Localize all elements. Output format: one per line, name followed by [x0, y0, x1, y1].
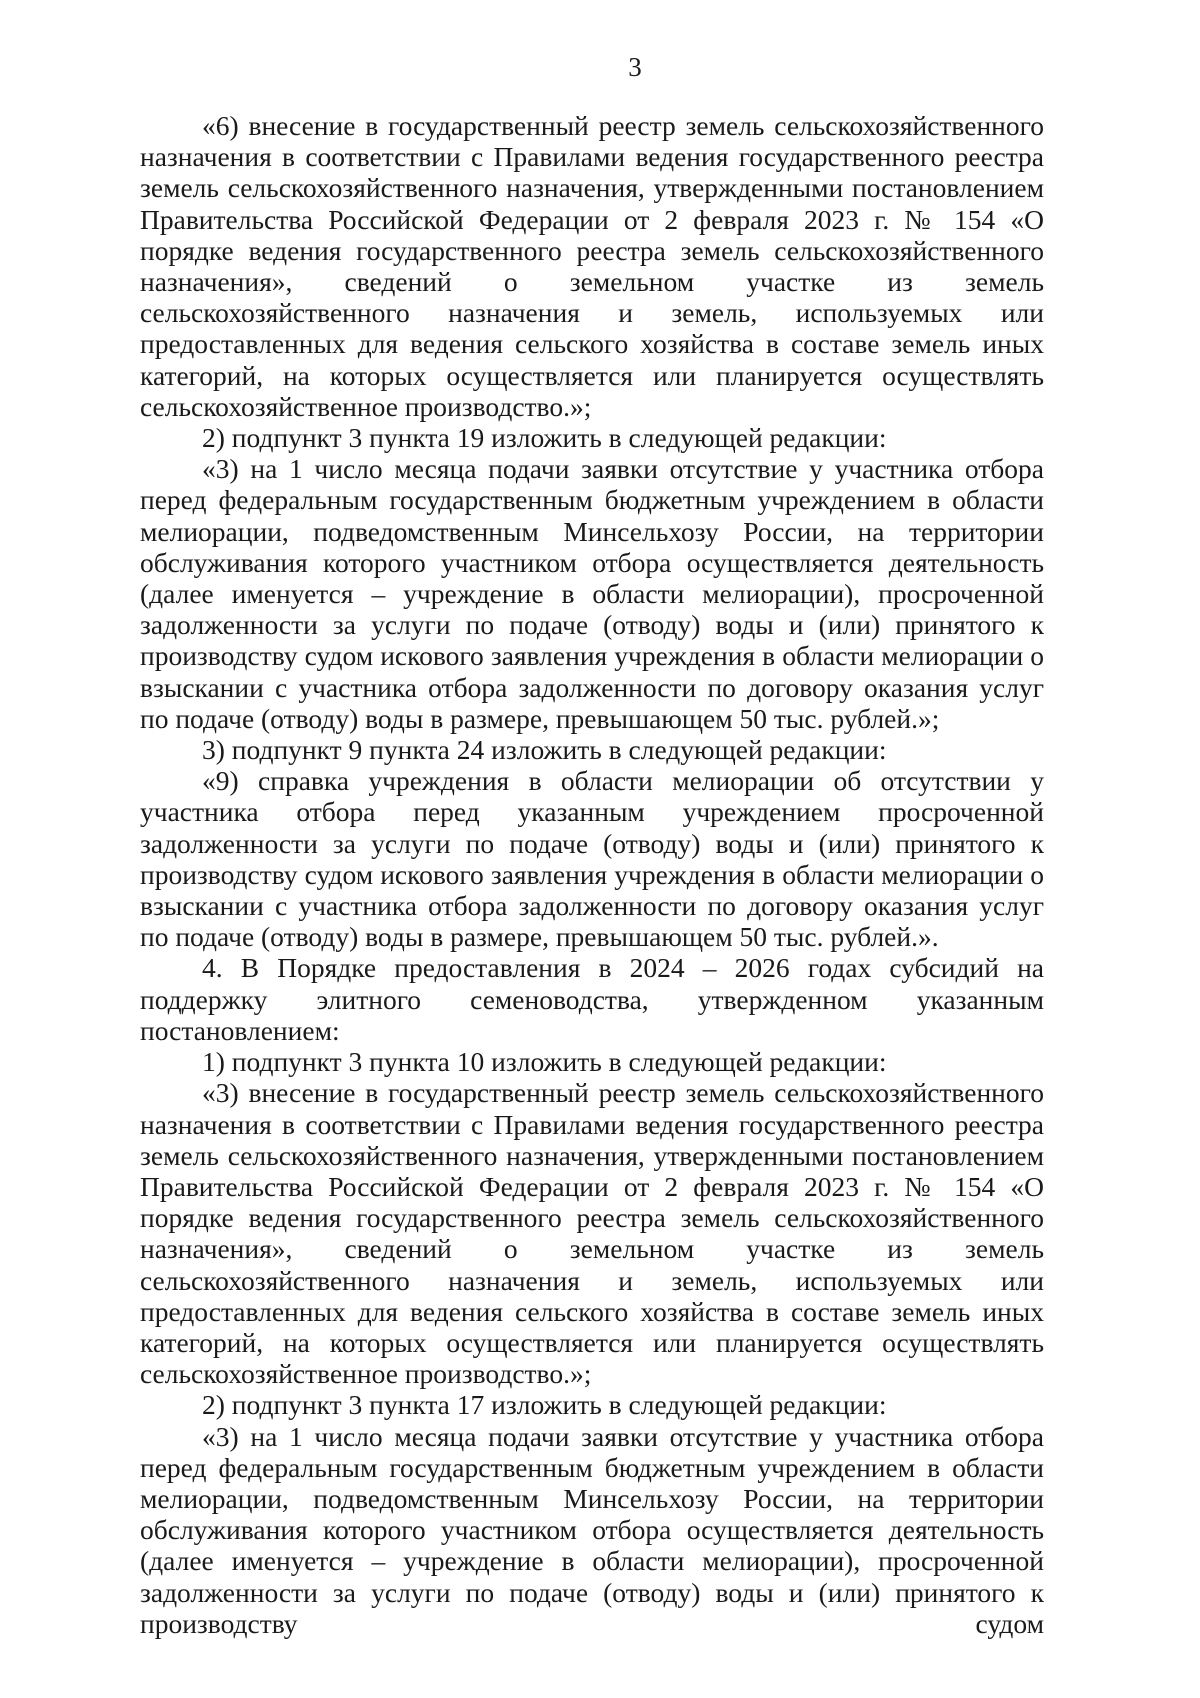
paragraph-item-9-certificate: «9) справка учреждения в области мелиорации об отсутствии у участника отбора перед указанным учреждением просроченной задолженности за услуги по подаче (отводу) воды и (или) принятого к производству судом искового заявления учреждения в области мелиорации о взыскании с участника отбора задолженности по договору оказания услуг по подаче (отводу) воды в размере, превышающем 50 тыс. рублей.».: [140, 765, 1044, 953]
document-body: [140, 110, 1044, 1639]
paragraph-amend-10-3: 1) подпункт 3 пункта 10 изложить в следующей редакции:: [202, 1046, 887, 1078]
paragraph-item-3-no-debt: «3) на 1 число месяца подачи заявки отсутствие у участника отбора перед федеральным государственным бюджетным учреждением в области мелиорации, подведомственным Минсельхозу России, на территории обслуживания которого участником отбора осуществляется деятельность (далее именуется – учреждение в области мелиорации), просроченной задолженности за услуги по подаче (отводу) воды и (или) принятого к производству судом искового заявления учреждения в области мелиорации о взыскании с участника отбора задолженности по договору оказания услуг по подаче (отводу) воды в размере, превышающем 50 тыс. рублей.»;: [140, 453, 1044, 734]
page-number: 3: [628, 52, 642, 82]
paragraph-item-3-no-debt-continued: «3) на 1 число месяца подачи заявки отсутствие у участника отбора перед федеральным государственным бюджетным учреждением в области мелиорации, подведомственным Минсельхозу России, на территории обслуживания которого участником отбора осуществляется деятельность (далее именуется – учреждение в области мелиорации), просроченной задолженности за услуги по подаче (отводу) воды и (или) принятого к производству судом: [140, 1420, 1044, 1639]
paragraph-section-4: 4. В Порядке предоставления в 2024 – 2026 годах субсидий на поддержку элитного семеноводства, утвержденном указанным постановлением:: [140, 952, 1044, 1046]
paragraph-item-3-land-registry: «3) внесение в государственный реестр земель сельскохозяйственного назначения в соответствии с Правилами ведения государственного реестра земель сельскохозяйственного назначения, утвержденными постановлением Правительства Российской Федерации от 2 февраля 2023 г. № 154 «О порядке ведения государственного реестра земель сельскохозяйственного назначения», сведений о земельном участке из земель сельскохозяйственного назначения и земель, используемых или предоставленных для ведения сельского хозяйства в составе земель иных категорий, на которых осуществляется или планируется осуществлять сельскохозяйственное производство.»;: [140, 1077, 1044, 1390]
paragraph-amend-17-3: 2) подпункт 3 пункта 17 изложить в следующей редакции:: [202, 1389, 887, 1421]
paragraph-amend-19-3: 2) подпункт 3 пункта 19 изложить в следующей редакции:: [202, 422, 887, 454]
paragraph-item-6-land-registry: «6) внесение в государственный реестр земель сельскохозяйственного назначения в соответствии с Правилами ведения государственного реестра земель сельскохозяйственного назначения, утвержденными постановлением Правительства Российской Федерации от 2 февраля 2023 г. № 154 «О порядке ведения государственного реестра земель сельскохозяйственного назначения», сведений о земельном участке из земель сельскохозяйственного назначения и земель, используемых или предоставленных для ведения сельского хозяйства в составе земель иных категорий, на которых осуществляется или планируется осуществлять сельскохозяйственное производство.»;: [140, 110, 1044, 422]
paragraph-amend-24-9: 3) подпункт 9 пункта 24 изложить в следующей редакции:: [202, 734, 887, 766]
